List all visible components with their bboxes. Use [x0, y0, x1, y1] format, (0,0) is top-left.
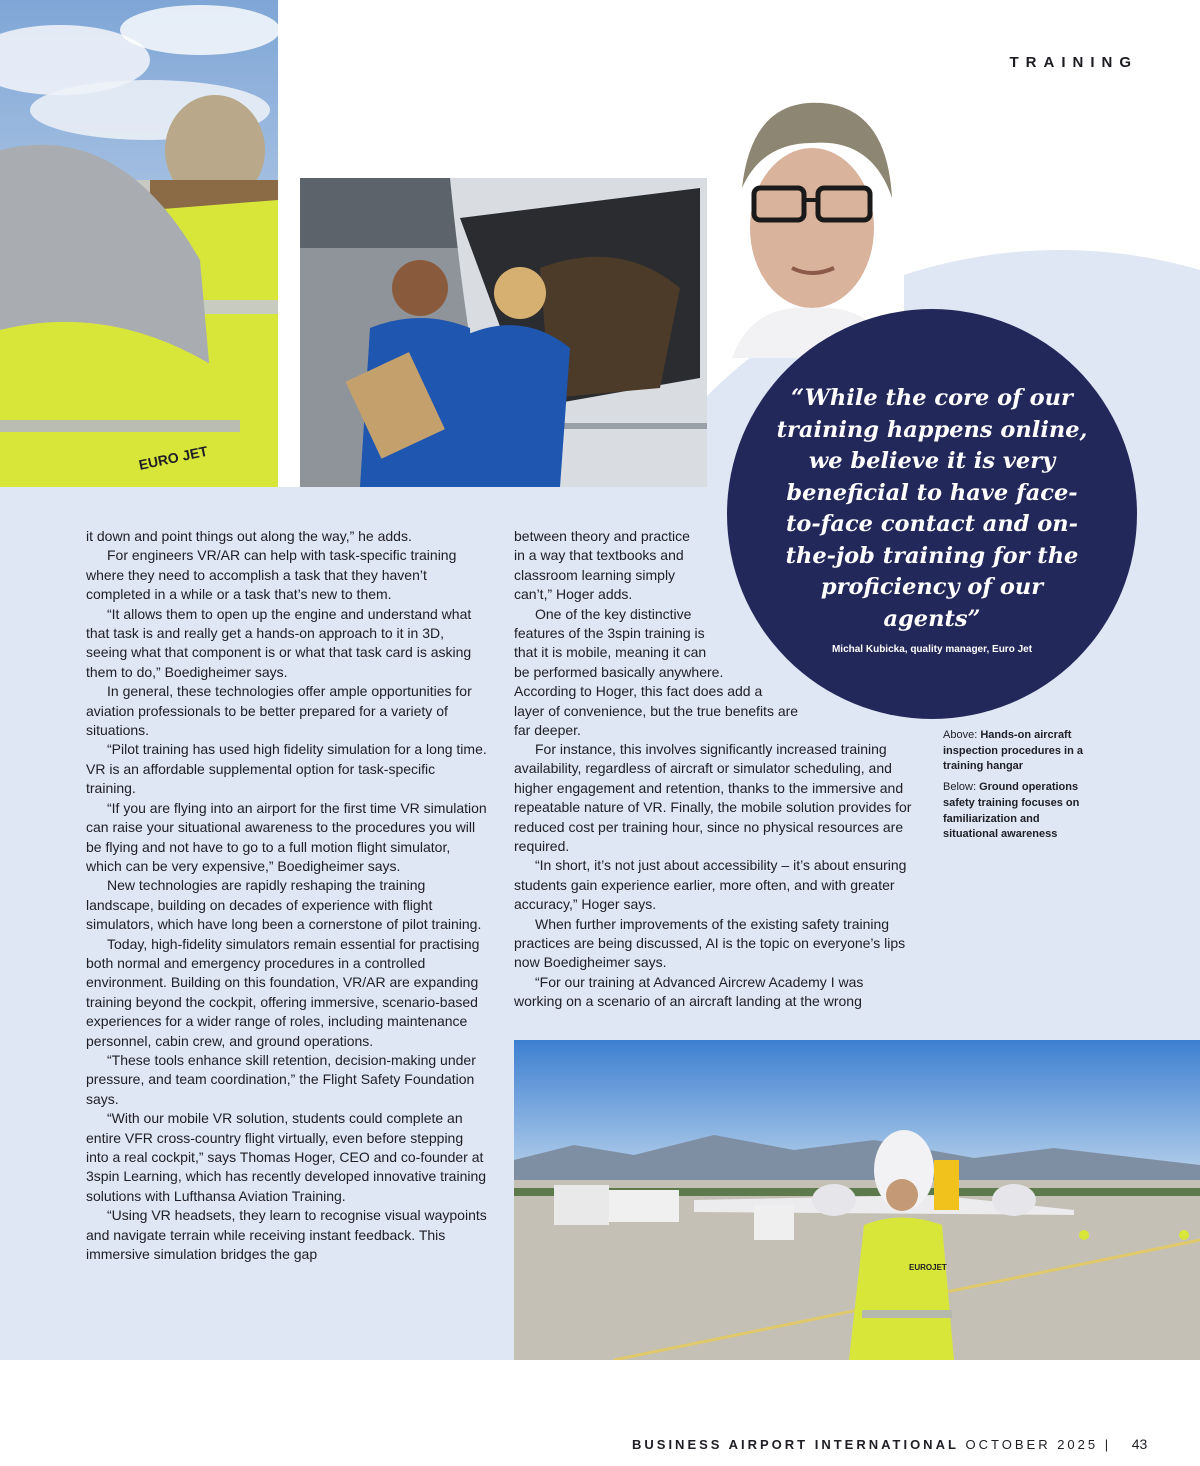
paragraph: When further improvements of the existing safety training practices are being discussed, AI is the topic on everyone’s lips now Boedigheimer says.	[514, 915, 906, 971]
text-line: One of the key distinctive	[535, 605, 692, 622]
text-line: layer of convenience, but the true benefits are	[514, 702, 799, 719]
text-line: classroom learning simply	[514, 566, 676, 583]
caption-below-label: Below:	[943, 781, 977, 794]
pull-quote-text: “While the core of our training happens online, we believe it is very beneficial to have face-to-face contact and on-the-job training for the proficiency of our agents”	[776, 385, 1088, 632]
paragraph: For engineers VR/AR can help with task-specific training where they need to accomplish a task that they haven’t completed in a while or a task that’s new to them.	[86, 547, 457, 603]
footer-separator: |	[1104, 1437, 1112, 1452]
vest-logo-text: EURO JET	[137, 442, 210, 473]
paragraph: New technologies are rapidly reshaping the training landscape, building on decades of experience with flight simulators, which have long been a cornerstone of pilot training.	[86, 877, 482, 933]
paragraph: For instance, this involves significantly increased training availability, regardless of aircraft or simulator scheduling, and higher engagement and retention, thanks to the immersive and repeatable nature of VR. Finally, the mobile solution provides for reduced cost per training hour, since no physical resources are required.	[514, 741, 912, 855]
text-line: in a way that textbooks and	[514, 547, 684, 564]
section-label: TRAINING	[1009, 54, 1138, 71]
text-line: far deeper.	[514, 722, 581, 739]
paragraph: Today, high-fidelity simulators remain essential for practising both normal and emergency procedures in a controlled environment. Building on this foundation, VR/AR are expanding training beyond the cockpit, offering immersive, scenario-based experiences for a wider range of roles, including maintenance personnel, cabin crew, and ground operations.	[86, 935, 480, 1049]
paragraph: “With our mobile VR solution, students could complete an entire VFR cross-country flight virtually, even before stepping into a real cockpit,” says Thomas Hoger, CEO and co-founder at 3spin Learning, which has recently developed innovative training solutions with Lufthansa Aviation Training.	[86, 1110, 487, 1204]
pull-quote-attribution: Michal Kubicka, quality manager, Euro Jet	[831, 644, 1033, 655]
paragraph: “In short, it’s not just about accessibility – it’s about ensuring students gain experience earlier, more often, and with greater accuracy,” Hoger says.	[514, 857, 907, 913]
ground-staff-illustration	[0, 0, 278, 487]
footer-issue: OCTOBER 2025	[965, 1437, 1099, 1452]
hangar-inspection-illustration	[300, 178, 707, 487]
caption-above	[943, 728, 1093, 775]
text-line: features of the 3spin training is	[514, 625, 705, 642]
paragraph: “If you are flying into an airport for the first time VR simulation can raise your situational awareness to the procedures you will be flying and not have to go to a full motion flight simulator, which can be very expensive,” Boedigheimer says.	[86, 799, 487, 874]
caption-below	[943, 780, 1093, 843]
page-footer	[632, 1436, 1147, 1452]
caption-above-text: Hands-on aircraft inspection procedures in a training hangar	[943, 729, 1083, 773]
paragraph: In general, these technologies offer ample opportunities for aviation professionals to be better prepared for a variety of situations.	[86, 683, 472, 739]
text-line: between theory and practice	[514, 528, 690, 544]
paragraph: “Using VR headsets, they learn to recognise visual waypoints and navigate terrain while receiving instant feedback. This immersive simulation bridges the gap	[86, 1207, 487, 1263]
article-column-right-lower	[514, 740, 914, 1012]
article-column-left	[86, 527, 488, 1264]
paragraph: “Pilot training has used high fidelity simulation for a long time. VR is an affordable supplemental option for task-specific training.	[86, 741, 487, 797]
paragraph: it down and point things out along the way,” he adds.	[86, 528, 412, 544]
footer-publication: BUSINESS AIRPORT INTERNATIONAL	[632, 1437, 959, 1452]
paragraph: “These tools enhance skill retention, decision-making under pressure, and team coordination,” the Flight Safety Foundation says.	[86, 1051, 476, 1107]
paragraph: “It allows them to open up the engine and understand what that task is and really get a hands-on approach to it in 3D, seeing what that component is or what that task card is asking them to do,” Boedigheimer says.	[86, 605, 472, 680]
photo-captions	[943, 728, 1093, 848]
text-line: that it is mobile, meaning it can	[514, 644, 707, 661]
article-column-right	[514, 527, 924, 740]
apron-illustration	[514, 1040, 1200, 1360]
text-line: be performed basically anywhere.	[514, 663, 724, 680]
caption-above-label: Above:	[943, 729, 978, 741]
photo-apron-operations	[514, 1040, 1200, 1360]
photo-aircraft-inspection	[300, 178, 707, 487]
paragraph: “For our training at Advanced Aircrew Academy I was working on a scenario of an aircraft landing at the wrong	[514, 973, 864, 1010]
vest-logo-text: EUROJET	[909, 1263, 947, 1272]
text-line: can’t,” Hoger adds.	[514, 586, 633, 603]
footer-page-number: 43	[1131, 1436, 1148, 1452]
text-line: According to Hoger, this fact does add a	[514, 683, 763, 700]
caption-below-text: Ground operations safety training focuses on familiarization and situational awareness	[943, 781, 1080, 841]
photo-ground-staff	[0, 0, 278, 487]
